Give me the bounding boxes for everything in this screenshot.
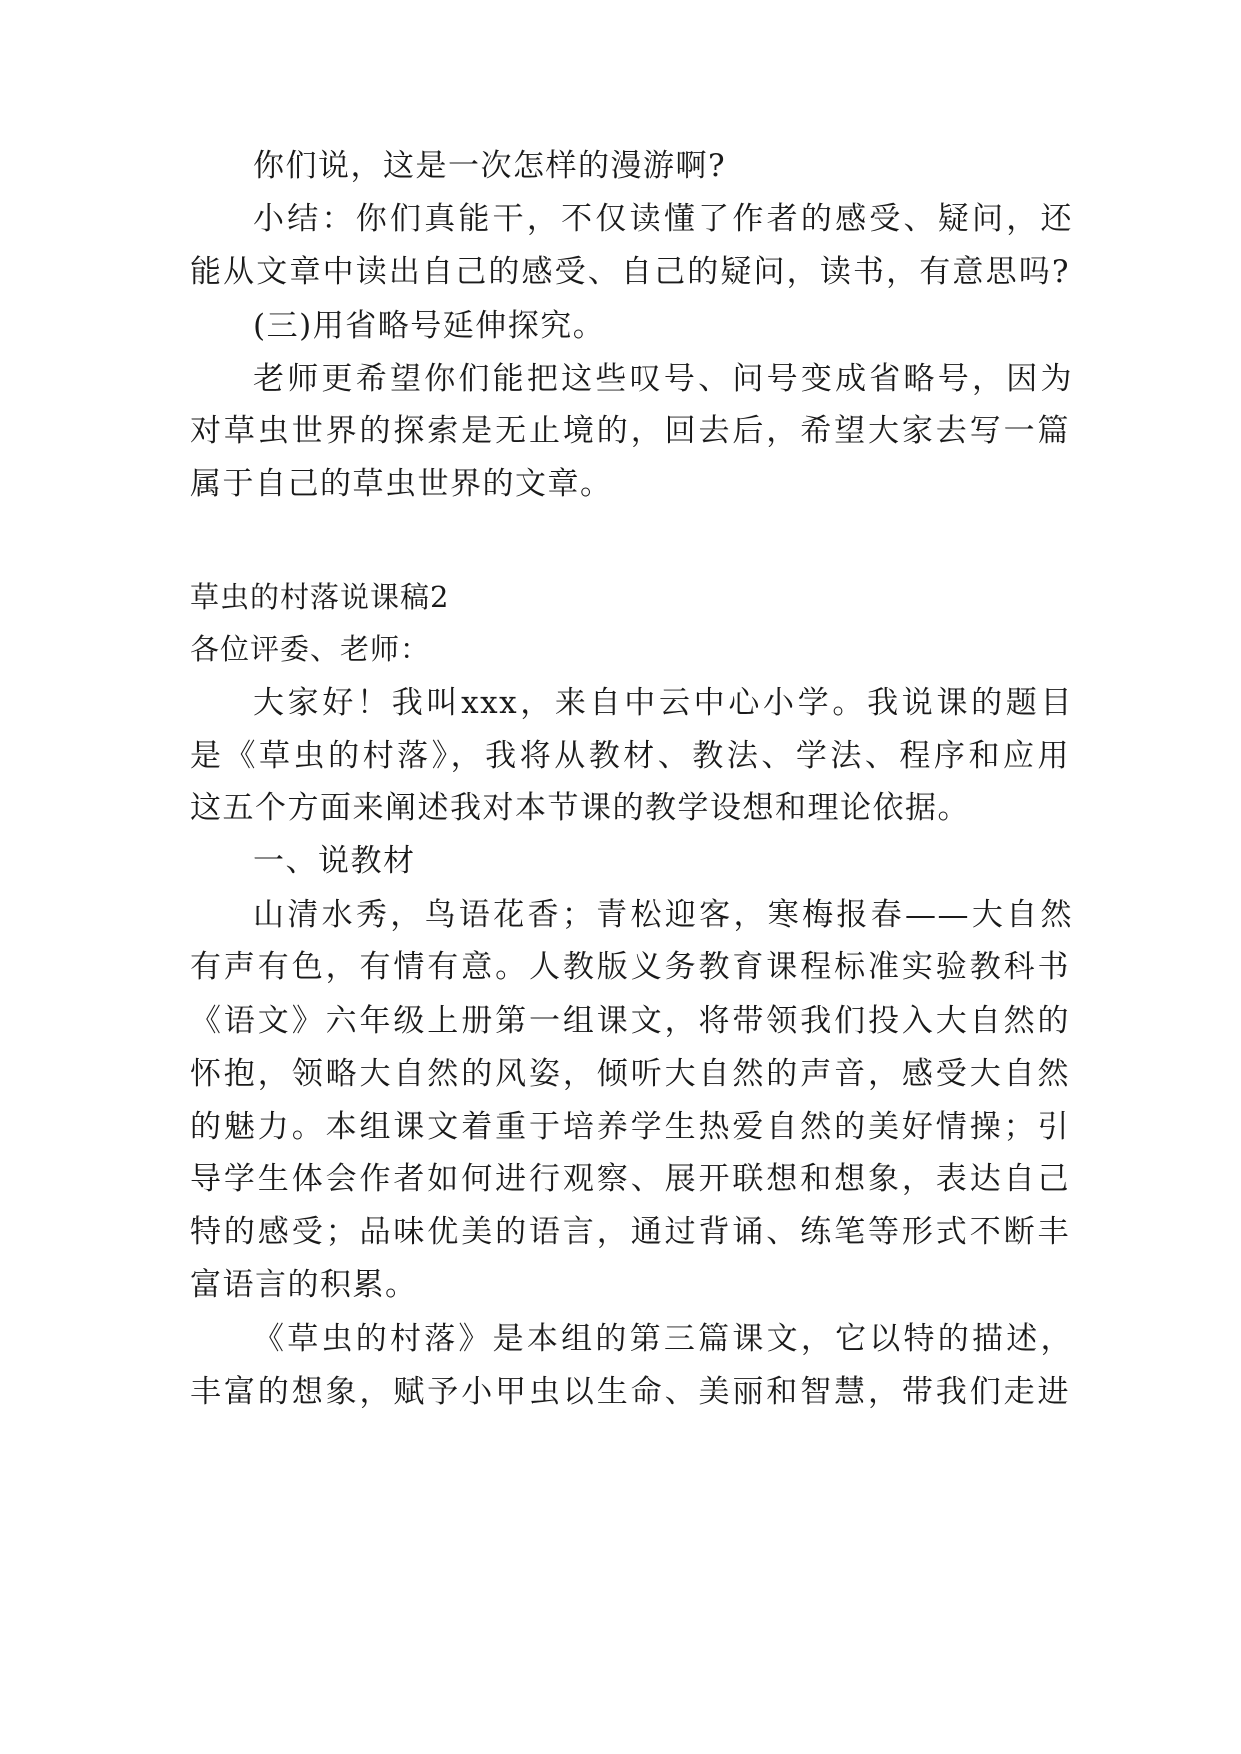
text-line: 你们说，这是一次怎样的漫游啊? (253, 148, 727, 184)
paragraph-line: 丰富的想象，赋予小甲虫以生命、美丽和智慧，带我们走进 (190, 1374, 1070, 1410)
summary-line: 小结：你们真能干，不仅读懂了作者的感受、疑问，还 (253, 201, 1073, 237)
paragraph-line: 属于自己的草虫世界的文章。 (190, 466, 613, 502)
intro-line: 大家好！我叫xxx，来自中云中心小学。我说课的题目 (253, 685, 1073, 721)
paragraph-line: 《语文》六年级上册第一组课文，将带领我们投入大自然的 (190, 1003, 1070, 1039)
paragraph-line: 的魅力。本组课文着重于培养学生热爱自然的美好情操；引 (190, 1109, 1070, 1145)
paragraph-line: 有声有色，有情有意。人教版义务教育课程标准实验教科书 (190, 949, 1070, 985)
intro-line: 这五个方面来阐述我对本节课的教学设想和理论依据。 (190, 790, 970, 826)
paragraph-line: 富语言的积累。 (190, 1267, 418, 1303)
paragraph-line: 山清水秀，鸟语花香；青松迎客，寒梅报春——大自然 (253, 897, 1073, 933)
paragraph-line: 对草虫世界的探索是无止境的，回去后，希望大家去写一篇 (190, 413, 1070, 449)
section-title: (三)用省略号延伸探究。 (253, 308, 606, 344)
paragraph-line: 特的感受；品味优美的语言，通过背诵、练笔等形式不断丰 (190, 1214, 1070, 1250)
paragraph-line: 导学生体会作者如何进行观察、展开联想和想象，表达自己 (190, 1161, 1070, 1197)
paragraph-line: 怀抱，领略大自然的风姿，倾听大自然的声音，感受大自然 (190, 1056, 1070, 1092)
intro-line: 是《草虫的村落》，我将从教材、教法、学法、程序和应用 (190, 738, 1070, 774)
document-title: 草虫的村落说课稿2 (190, 580, 450, 614)
paragraph-line: 《草虫的村落》是本组的第三篇课文，它以特的描述， (253, 1321, 1073, 1357)
summary-line: 能从文章中读出自己的感受、自己的疑问，读书，有意思吗? (190, 254, 1070, 290)
paragraph-line: 老师更希望你们能把这些叹号、问号变成省略号，因为 (253, 361, 1073, 397)
section-title: 一、说教材 (253, 843, 416, 879)
salutation: 各位评委、老师： (190, 632, 431, 666)
